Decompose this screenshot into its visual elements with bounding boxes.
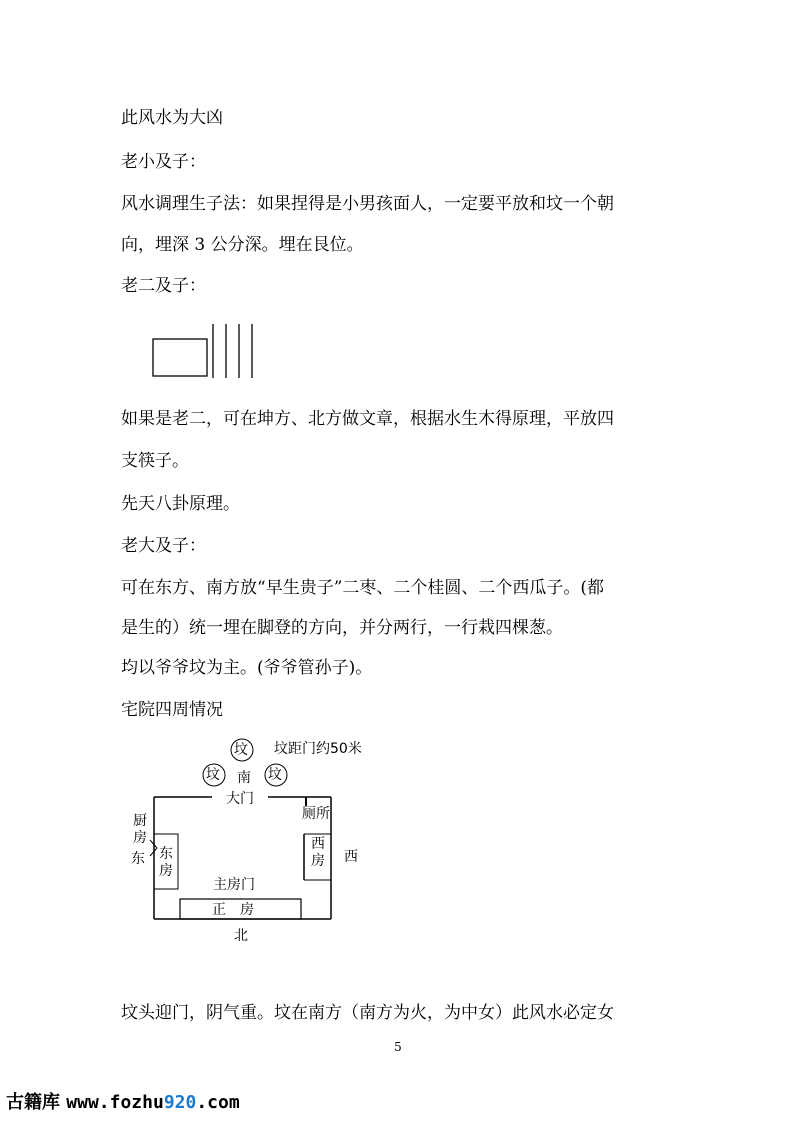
east-room-label: 东房 — [159, 846, 173, 879]
footer-site-name: 古籍库 — [6, 1092, 60, 1113]
paragraph-second-line2: 支筷子。 — [121, 451, 189, 471]
paragraph-verdict: 此风水为大凶 — [121, 108, 223, 128]
kitchen-label: 厨房 — [133, 813, 147, 846]
toilet-label: 厕所 — [302, 806, 330, 822]
paragraph-method-line2: 向，埋深 3 公分深。埋在艮位。 — [121, 235, 364, 255]
south-label: 南 — [237, 770, 251, 786]
east-label: 东 — [131, 851, 145, 867]
heading-youngest-son: 老小及子： — [121, 152, 206, 172]
heading-eldest-son: 老大及子： — [121, 536, 206, 556]
paragraph-eldest-line1: 可在东方、南方放“早生贵子”二枣、二个桂圆、二个西瓜子。(都 — [121, 578, 605, 598]
paragraph-principle: 先天八卦原理。 — [121, 494, 240, 514]
footer-url-number: 920 — [163, 1092, 197, 1113]
paragraph-grandfather: 均以爷爷坟为主。(爷爷管孙子)。 — [121, 658, 373, 678]
north-label: 北 — [234, 928, 248, 944]
footer-url-prefix: www.fozhu — [66, 1092, 164, 1113]
heading-second-son: 老二及子： — [121, 276, 206, 296]
main-gate-label: 大门 — [226, 791, 254, 807]
paragraph-grave-facing-gate: 坟头迎门，阴气重。坟在南方（南方为火，为中女）此风水必定女 — [121, 1003, 614, 1023]
west-room-label: 西房 — [311, 836, 325, 869]
heading-courtyard: 宅院四周情况 — [121, 700, 223, 720]
west-label: 西 — [344, 849, 358, 865]
grave-label-top: 坟 — [234, 742, 248, 758]
footer-url-suffix: .com — [196, 1092, 240, 1113]
paragraph-eldest-line2: 是生的）统一埋在脚登的方向，并分两行，一行栽四棵葱。 — [121, 618, 563, 638]
page-number: 5 — [394, 1040, 402, 1054]
footer-watermark — [6, 1088, 240, 1114]
grave-label-right: 坟 — [268, 767, 282, 783]
grave-distance-label: 坟距门约50米 — [274, 741, 362, 757]
grave-label-left: 坟 — [206, 767, 220, 783]
paragraph-second-line1: 如果是老二，可在坤方、北方做文章，根据水生木得原理，平放四 — [121, 409, 614, 429]
main-house-door-label: 主房门 — [213, 877, 255, 893]
main-house-label: 正 房 — [212, 902, 254, 918]
paragraph-method-line1: 风水调理生子法：如果捏得是小男孩面人，一定要平放和坟一个朝 — [121, 194, 614, 214]
